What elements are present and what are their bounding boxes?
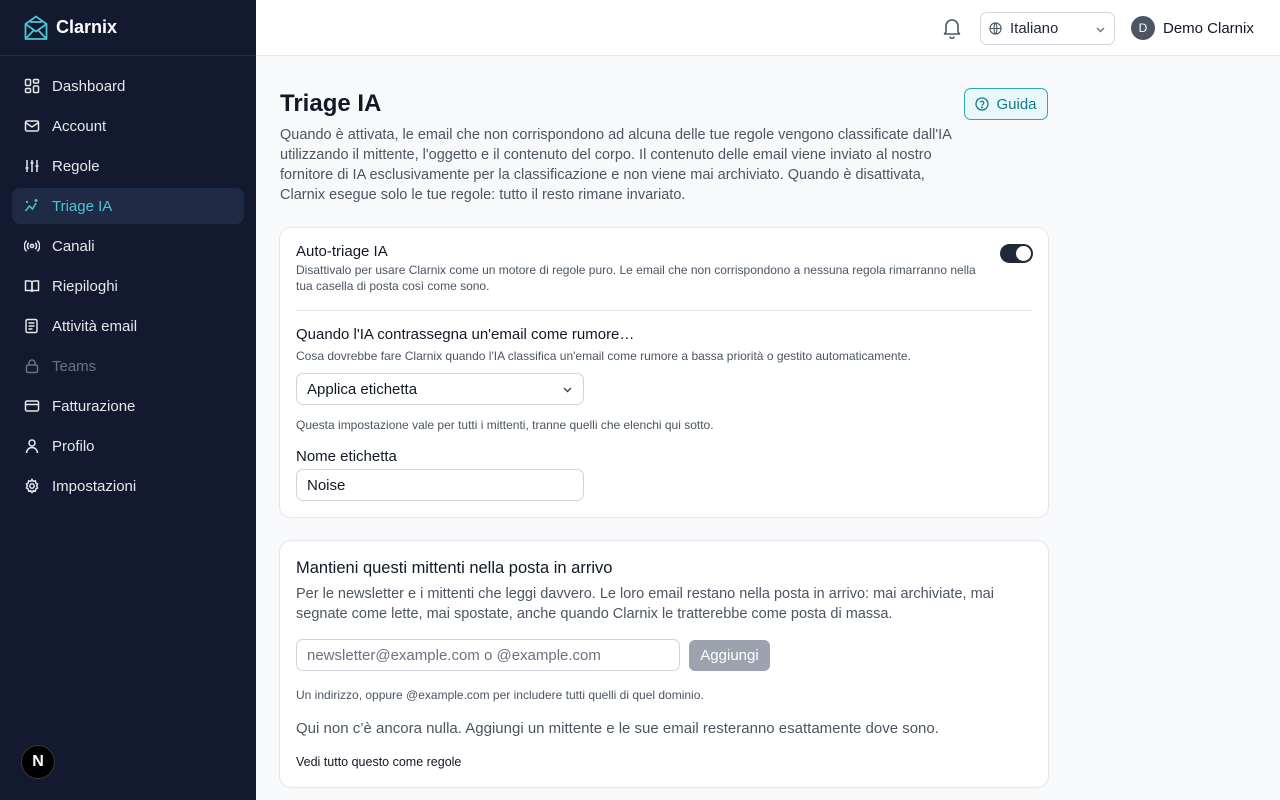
toggle-knob [1016,246,1031,261]
brand[interactable] [0,0,256,56]
keep-senders-title: Mantieni questi mittenti nella posta in arrivo [296,559,613,577]
sender-input[interactable]: newsletter@example.com o @example.com [296,639,680,671]
sidebar-item-profilo[interactable] [12,428,244,464]
sidebar-item-label: Fatturazione [52,397,136,415]
activity-icon [24,318,40,334]
sidebar-item-label: Impostazioni [52,477,137,495]
user-icon [24,438,40,454]
sidebar-item-label: Account [52,117,107,135]
lock-icon [24,358,40,374]
sidebar-item-fatturazione[interactable] [12,388,244,424]
sidebar-item-label: Triage IA [52,197,113,215]
sidebar-item-label: Regole [52,157,100,175]
radio-icon [24,238,40,254]
guide-button[interactable] [964,88,1048,120]
sidebar-item-label: Attività email [52,317,138,335]
label-name-input[interactable]: Noise [296,469,584,501]
sidebar-item-label: Dashboard [52,77,126,95]
sidebar-item-canali[interactable] [12,228,244,264]
credit-card-icon [24,398,40,414]
logo-icon [24,15,48,41]
noise-action-value: Applica etichetta [307,380,418,398]
noise-note: Questa impostazione vale per tutti i mittenti, tranne quelli che elenchi qui sotto. [296,418,714,432]
language-select[interactable] [980,12,1115,45]
sidebar-item-dashboard[interactable] [12,68,244,104]
sparkles-icon [24,198,40,214]
sidebar-nav [0,56,256,520]
sidebar-item-label: Profilo [52,437,95,455]
noise-action-select[interactable] [296,373,584,405]
language-value: Italiano [1010,20,1059,37]
guide-label: Guida [996,95,1037,113]
topbar [256,0,1280,56]
help-circle-icon [975,97,989,111]
user-name: Demo Clarnix [1163,19,1254,37]
keep-senders-card [279,540,1049,788]
globe-icon [989,22,1002,35]
keep-senders-description: Per le newsletter e i mittenti che leggi davvero. Le loro email restano nella posta in arrivo: mai archiviate, mai segnate come lette, mai spostate, anche quando Clarnix le tratterebbe come posta di massa. [296,586,994,622]
empty-state: Qui non c’è ancora nulla. Aggiungi un mittente e le sue email resteranno esattamente dove sono. [296,720,939,737]
book-icon [24,278,40,294]
mail-icon [24,118,40,134]
chevron-down-icon [562,384,573,395]
sidebar-item-riepiloghi[interactable] [12,268,244,304]
divider [296,310,1032,311]
sliders-icon [24,158,40,174]
sidebar-item-teams [12,348,244,384]
sidebar-item-label: Riepiloghi [52,277,118,295]
sidebar-item-account[interactable] [12,108,244,144]
sidebar-item-attivita-email[interactable] [12,308,244,344]
sidebar-item-triage-ia[interactable] [12,188,244,224]
auto-triage-description: Disattivalo per usare Clarnix come un motore di regole puro. Le email che non corrispondono a nessuna regola rimarranno nella tua casella di posta così come sono. [296,263,976,293]
noise-title: Quando l'IA contrassegna un'email come rumore… [296,326,635,343]
label-name-title: Nome etichetta [296,448,397,465]
page-title: Triage IA [280,90,382,117]
auto-triage-title: Auto-triage IA [296,243,388,260]
auto-triage-toggle[interactable] [1000,244,1033,263]
view-as-rules-link[interactable]: Vedi tutto questo come regole [296,755,462,769]
app-name: Clarnix [56,17,118,37]
auto-triage-card [279,227,1049,518]
sender-hint: Un indirizzo, oppure @example.com per includere tutti quelli di quel dominio. [296,688,704,702]
add-sender-button[interactable]: Aggiungi [689,640,770,671]
sidebar-item-label: Canali [52,237,95,255]
sidebar-item-regole[interactable] [12,148,244,184]
avatar: D [1131,16,1155,40]
devtools-badge[interactable]: N [21,745,55,779]
sidebar [0,0,256,800]
bell-icon[interactable] [942,17,962,39]
dashboard-icon [24,78,40,94]
noise-description: Cosa dovrebbe fare Clarnix quando l'IA classifica un'email come rumore a bassa priorità o gestito automaticamente. [296,349,911,363]
user-menu[interactable] [1131,16,1254,40]
gear-icon [24,478,40,494]
page-intro: Quando è attivata, le email che non corrispondono ad alcuna delle tue regole vengono classificate dall'IA utilizzando il mittente, l'oggetto e il contenuto del corpo. Il contenuto delle email viene inviato al nostro fornitore di IA esclusivamente per la classificazione e non viene mai archiviato. Quando è disattivata, Clarnix esegue solo le tue regole: tutto il resto rimane invariato. [280,127,952,203]
sidebar-item-impostazioni[interactable] [12,468,244,504]
sidebar-item-label: Teams [52,357,97,375]
chevron-down-icon [1095,24,1106,35]
